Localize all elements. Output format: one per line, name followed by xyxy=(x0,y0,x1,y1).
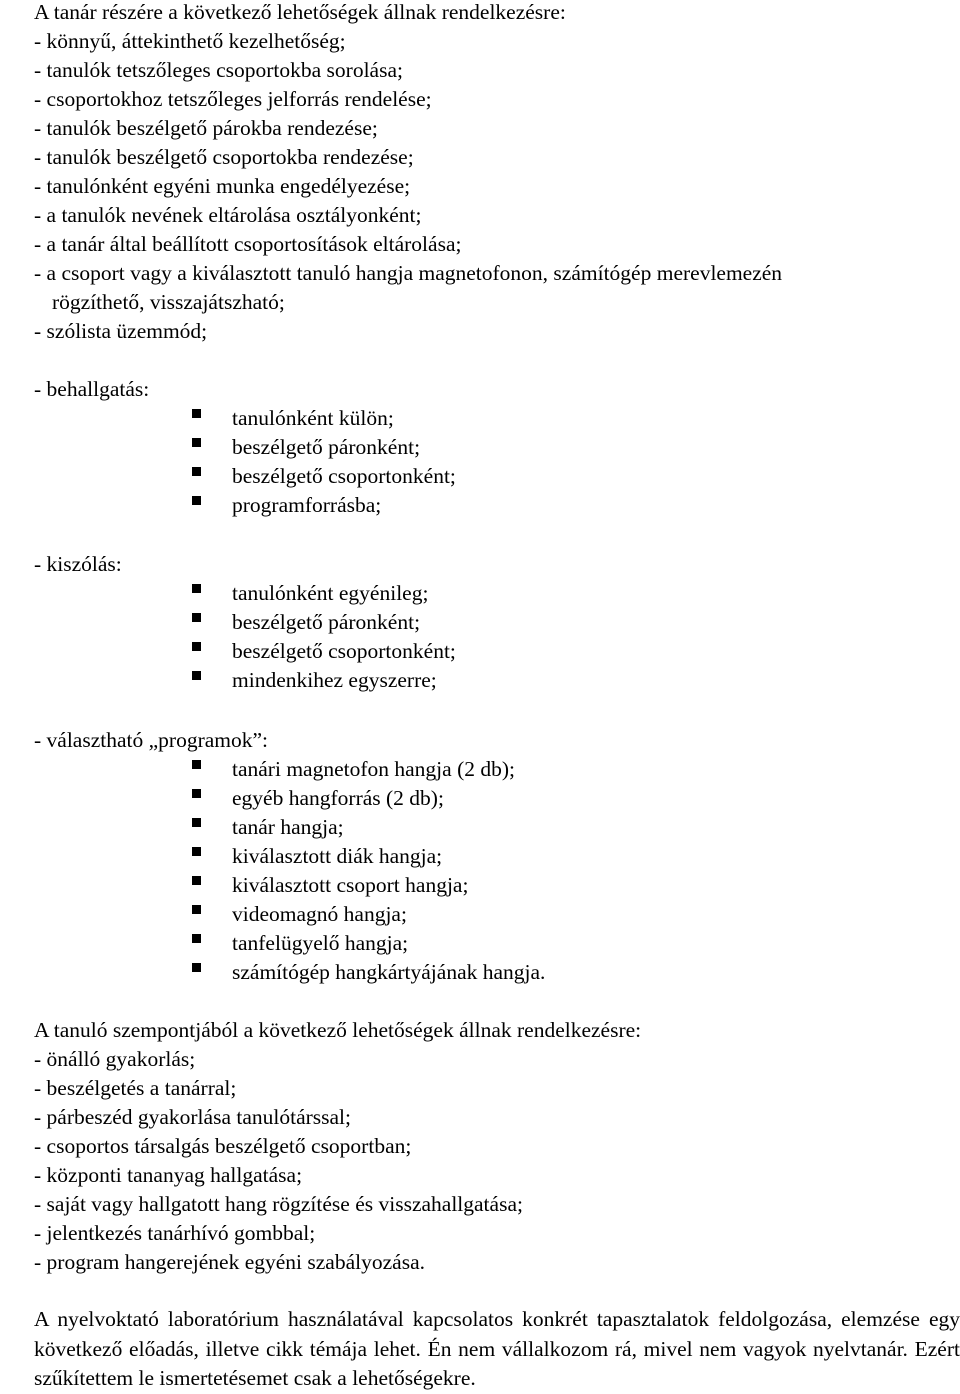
teacher-item: - tanulók tetszőleges csoportokba sorolása; xyxy=(34,58,403,82)
listening-item: beszélgető páronként; xyxy=(232,435,421,459)
teacher-item: - könnyű, áttekinthető kezelhetőség; xyxy=(34,29,346,53)
teacher-item: - a csoport vagy a kiválasztott tanuló hangja magnetofonon, számítógép merevlemezén xyxy=(34,261,783,285)
broadcast-item: mindenkihez egyszerre; xyxy=(232,668,437,692)
square-bullet-icon xyxy=(192,613,201,622)
square-bullet-icon xyxy=(192,934,201,943)
teacher-item: - szólista üzemmód; xyxy=(34,319,208,343)
student-item: - központi tananyag hallgatása; xyxy=(34,1163,303,1187)
student-item: - program hangerejének egyéni szabályozása. xyxy=(34,1250,425,1274)
square-bullet-icon xyxy=(192,847,201,856)
student-intro: A tanuló szempontjából a következő lehetőségek állnak rendelkezésre: xyxy=(34,1018,642,1042)
programs-label: - választható „programok”: xyxy=(34,728,269,752)
listening-label: - behallgatás: xyxy=(34,377,150,401)
student-item: - saját vagy hallgatott hang rögzítése és visszahallgatása; xyxy=(34,1192,523,1216)
square-bullet-icon xyxy=(192,818,201,827)
teacher-item: - a tanulók nevének eltárolása osztályonként; xyxy=(34,203,422,227)
square-bullet-icon xyxy=(192,642,201,651)
teacher-item-continuation: rögzíthető, visszajátszható; xyxy=(52,290,285,314)
square-bullet-icon xyxy=(192,409,201,418)
closing-paragraph: A nyelvoktató laboratórium használatával kapcsolatos konkrét tapasztalatok feldolgozása, elemzése egy következő előadás, illetve cikk témája lehet. Én nem vállalkozom rá, mivel nem vagyok nyelvtanár. Ezért szűkítettem le ismertetésemet csak a lehetőségekre. xyxy=(34,1307,960,1390)
square-bullet-icon xyxy=(192,671,201,680)
student-item: - párbeszéd gyakorlása tanulótárssal; xyxy=(34,1105,351,1129)
square-bullet-icon xyxy=(192,496,201,505)
program-item: kiválasztott diák hangja; xyxy=(232,844,443,868)
student-item: - önálló gyakorlás; xyxy=(34,1047,196,1071)
teacher-item: - csoportokhoz tetszőleges jelforrás rendelése; xyxy=(34,87,432,111)
program-item: számítógép hangkártyájának hangja. xyxy=(232,960,546,984)
square-bullet-icon xyxy=(192,438,201,447)
program-item: tanfelügyelő hangja; xyxy=(232,931,409,955)
broadcast-label: - kiszólás: xyxy=(34,552,122,576)
program-item: tanári magnetofon hangja (2 db); xyxy=(232,757,515,781)
square-bullet-icon xyxy=(192,876,201,885)
listening-item: tanulónként külön; xyxy=(232,406,394,430)
program-item: egyéb hangforrás (2 db); xyxy=(232,786,444,810)
square-bullet-icon xyxy=(192,584,201,593)
program-item: tanár hangja; xyxy=(232,815,344,839)
teacher-item: - tanulók beszélgető csoportokba rendezése; xyxy=(34,145,414,169)
program-item: videomagnó hangja; xyxy=(232,902,407,926)
listening-item: programforrásba; xyxy=(232,493,382,517)
square-bullet-icon xyxy=(192,467,201,476)
student-item: - jelentkezés tanárhívó gombbal; xyxy=(34,1221,316,1245)
teacher-intro: A tanár részére a következő lehetőségek állnak rendelkezésre: xyxy=(34,0,566,24)
square-bullet-icon xyxy=(192,789,201,798)
broadcast-item: tanulónként egyénileg; xyxy=(232,581,429,605)
square-bullet-icon xyxy=(192,760,201,769)
program-item: kiválasztott csoport hangja; xyxy=(232,873,469,897)
teacher-item: - tanulónként egyéni munka engedélyezése; xyxy=(34,174,411,198)
broadcast-item: beszélgető csoportonként; xyxy=(232,639,456,663)
student-item: - beszélgetés a tanárral; xyxy=(34,1076,237,1100)
square-bullet-icon xyxy=(192,905,201,914)
teacher-item: - tanulók beszélgető párokba rendezése; xyxy=(34,116,378,140)
broadcast-item: beszélgető páronként; xyxy=(232,610,421,634)
listening-item: beszélgető csoportonként; xyxy=(232,464,456,488)
square-bullet-icon xyxy=(192,963,201,972)
student-item: - csoportos társalgás beszélgető csoportban; xyxy=(34,1134,412,1158)
teacher-item: - a tanár által beállított csoportosítások eltárolása; xyxy=(34,232,462,256)
